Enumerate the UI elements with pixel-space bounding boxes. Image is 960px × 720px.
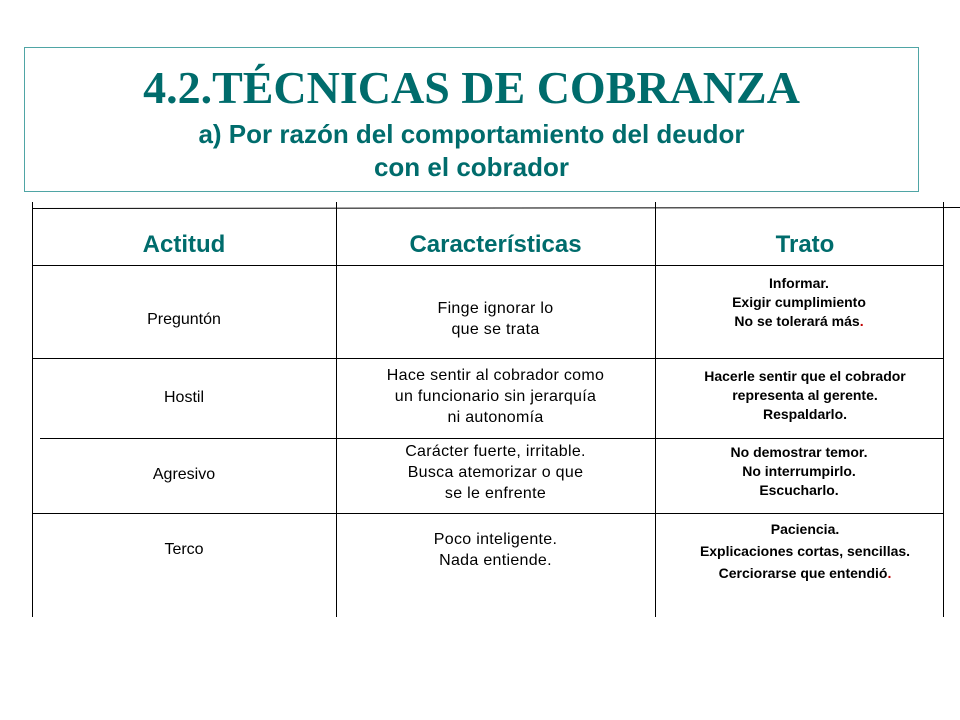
row-1-trato-line-3-text: No se tolerará más — [734, 313, 860, 329]
row-divider-2 — [32, 358, 944, 359]
row-4-caracteristicas — [336, 529, 655, 571]
row-2-trato-line-1: Hacerle sentir que el cobrador — [704, 368, 906, 384]
row-1-trato-line-1: Informar. — [769, 275, 829, 291]
row-4-trato-tail: . — [887, 565, 892, 581]
row-1-trato-line-3 — [655, 312, 943, 331]
row-3-trato-line-1: No demostrar temor. — [730, 444, 868, 460]
row-3-trato-line-2: No interrumpirlo. — [742, 463, 856, 479]
row-1-trato — [655, 274, 943, 331]
title-box — [24, 47, 919, 192]
row-4-actitud: Terco — [164, 541, 204, 558]
row-3-car-line-2: Busca atemorizar o que — [407, 464, 584, 481]
row-2-caracteristicas — [336, 365, 655, 428]
header-actitud: Actitud — [142, 231, 226, 258]
row-3-actitud: Agresivo — [152, 466, 216, 483]
row-2-actitud: Hostil — [163, 389, 204, 406]
row-2-trato-line-2: representa al gerente. — [732, 387, 878, 403]
row-1-actitud: Preguntón — [147, 311, 221, 328]
row-3-trato-line-3: Escucharlo. — [759, 482, 839, 498]
row-divider-4 — [32, 513, 944, 514]
row-4-trato — [655, 518, 955, 584]
row-1-caracteristicas — [336, 298, 655, 340]
row-1-car-line-2: que se trata — [451, 321, 540, 338]
row-2-car-line-1: Hace sentir al cobrador como — [386, 367, 605, 384]
row-3-trato — [655, 443, 943, 500]
row-4-trato-line-3-text: Cerciorarse que entendió — [718, 565, 888, 581]
row-3-car-line-1: Carácter fuerte, irritable. — [405, 443, 586, 460]
header-caracteristicas: Características — [409, 231, 582, 258]
row-4-trato-line-3 — [655, 562, 955, 584]
row-4-trato-line-1: Paciencia. — [770, 521, 840, 537]
row-divider-1 — [32, 265, 944, 266]
row-1-trato-tail: . — [859, 313, 864, 329]
page-subtitle — [25, 118, 918, 184]
row-3-car-line-3: se le enfrente — [444, 485, 547, 502]
subtitle-line-1: a) Por razón del comportamiento del deudor — [198, 119, 745, 149]
row-4-car-line-2: Nada entiende. — [439, 552, 552, 569]
row-4-car-line-1: Poco inteligente. — [433, 531, 558, 548]
subtitle-line-2: con el cobrador — [373, 152, 570, 182]
row-2-car-line-3: ni autonomía — [447, 409, 544, 426]
row-4-trato-line-2: Explicaciones cortas, sencillas. — [699, 543, 911, 559]
row-3-caracteristicas — [336, 441, 655, 504]
table-top-border — [32, 207, 960, 209]
row-divider-3 — [40, 438, 944, 439]
row-2-trato-line-3: Respaldarlo. — [762, 406, 848, 422]
row-1-car-line-1: Finge ignorar lo — [437, 300, 554, 317]
page-title: 4.2.TÉCNICAS DE COBRANZA — [143, 62, 800, 113]
header-trato: Trato — [775, 231, 835, 258]
row-2-car-line-2: un funcionario sin jerarquía — [394, 388, 597, 405]
row-1-trato-line-2: Exigir cumplimiento — [732, 294, 866, 310]
row-2-trato — [655, 367, 955, 424]
